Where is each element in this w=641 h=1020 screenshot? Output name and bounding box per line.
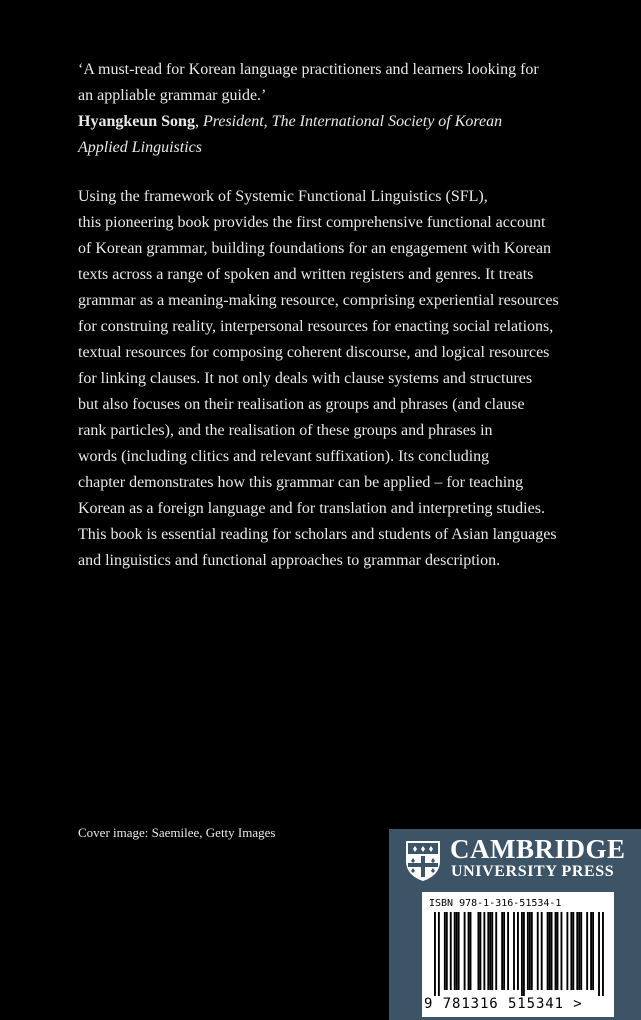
barcode-bar xyxy=(434,912,436,996)
quote-line: an appliable grammar guide.’ xyxy=(78,87,267,104)
quote-author-role-continued: Applied Linguistics xyxy=(78,139,202,156)
barcode-bar xyxy=(513,912,515,990)
description-line: words (including clitics and relevant suffixation). Its concluding xyxy=(78,448,490,465)
barcode-bar xyxy=(521,912,523,996)
barcode-bar xyxy=(483,912,485,990)
barcode-bar xyxy=(586,912,588,990)
description-line: for linking clauses. It not only deals with clause systems and structures xyxy=(78,370,533,387)
quote-author-name: Hyangkeun Song xyxy=(78,113,195,130)
barcode-bar xyxy=(438,912,440,996)
barcode-bar xyxy=(576,912,578,990)
publisher-panel xyxy=(389,829,641,1020)
description-line: Using the framework of Systemic Functional Linguistics (SFL), xyxy=(78,188,488,205)
quote-line: ‘A must-read for Korean language practitioners and learners looking for xyxy=(78,61,539,78)
cambridge-crest-icon xyxy=(404,839,442,883)
barcode-bar xyxy=(537,912,539,990)
barcode-bar xyxy=(477,912,479,990)
quote-author-role: President, The International Society of Korean xyxy=(202,113,503,130)
barcode-bar xyxy=(590,912,592,990)
barcode-bars xyxy=(434,912,604,996)
barcode-bar xyxy=(450,912,452,990)
barcode-bar xyxy=(489,912,491,990)
description-line: but also focuses on their realisation as groups and phrases (and clause xyxy=(78,396,525,413)
cover-image-credit: Cover image: Saemilee, Getty Images xyxy=(78,825,276,840)
barcode-bar xyxy=(487,912,489,990)
isbn-barcode xyxy=(422,892,614,1017)
barcode-bar xyxy=(578,912,580,990)
barcode-bar xyxy=(566,912,568,990)
barcode-digits: 9 781316 515341 > xyxy=(424,996,583,1012)
description-line: chapter demonstrates how this grammar can be applied – for teaching xyxy=(78,474,524,491)
barcode-bar xyxy=(531,912,533,990)
description-line: for construing reality, interpersonal resources for enacting social relations, xyxy=(78,318,554,335)
description-line: texts across a range of spoken and written registers and genres. It treats xyxy=(78,266,534,283)
barcode-bar xyxy=(479,912,481,990)
barcode-bar xyxy=(555,912,557,990)
isbn-label: ISBN 978-1-316-51534-1 xyxy=(429,898,562,909)
barcode-bar xyxy=(547,912,549,990)
barcode-bar xyxy=(561,912,563,990)
barcode-bar xyxy=(580,912,582,990)
barcode-bar xyxy=(572,912,574,990)
barcode-bar xyxy=(598,912,600,996)
description-line: textual resources for composing coherent discourse, and logical resources xyxy=(78,344,550,361)
barcode-bar xyxy=(503,912,505,990)
barcode-bar xyxy=(529,912,531,990)
barcode-bar xyxy=(458,912,460,990)
barcode-bar xyxy=(444,912,446,990)
publisher-name: CAMBRIDGE xyxy=(450,834,626,864)
barcode-bar xyxy=(549,912,551,990)
description-line: grammar as a meaning-making resource, comprising experiential resources xyxy=(78,292,559,309)
barcode-bar xyxy=(507,912,509,990)
endorsement-quote xyxy=(78,57,598,161)
barcode-bar xyxy=(470,912,472,990)
barcode-bar xyxy=(541,912,543,990)
barcode-bar xyxy=(602,912,604,996)
publisher-press-label: UNIVERSITY PRESS xyxy=(451,863,615,880)
description-line: of Korean grammar, building foundations for an engagement with Korean xyxy=(78,240,551,257)
description-line: This book is essential reading for scholars and students of Asian languages xyxy=(78,526,557,543)
barcode-bar xyxy=(501,912,503,990)
barcode-bar xyxy=(517,912,519,990)
description-line: and linguistics and functional approaches to grammar description. xyxy=(78,552,501,569)
barcode-bar xyxy=(491,912,493,990)
barcode-bar xyxy=(592,912,594,990)
barcode-bar xyxy=(464,912,466,990)
description-line: this pioneering book provides the first comprehensive functional account xyxy=(78,214,546,231)
barcode-bar xyxy=(551,912,553,990)
description-line: rank particles), and the realisation of these groups and phrases in xyxy=(78,422,493,439)
barcode-bar xyxy=(570,912,572,990)
barcode-bar xyxy=(523,912,525,996)
barcode-bar xyxy=(446,912,448,990)
description-line: Korean as a foreign language and for translation and interpreting studies. xyxy=(78,500,545,517)
barcode-bar xyxy=(495,912,497,990)
barcode-bar xyxy=(456,912,458,990)
barcode-bar xyxy=(527,912,529,990)
barcode-bar xyxy=(557,912,559,990)
book-description xyxy=(78,184,623,574)
quote-attribution: Hyangkeun Song, President, The International Society of Korean xyxy=(78,113,503,130)
barcode-bar xyxy=(454,912,456,990)
barcode-bar xyxy=(468,912,470,990)
